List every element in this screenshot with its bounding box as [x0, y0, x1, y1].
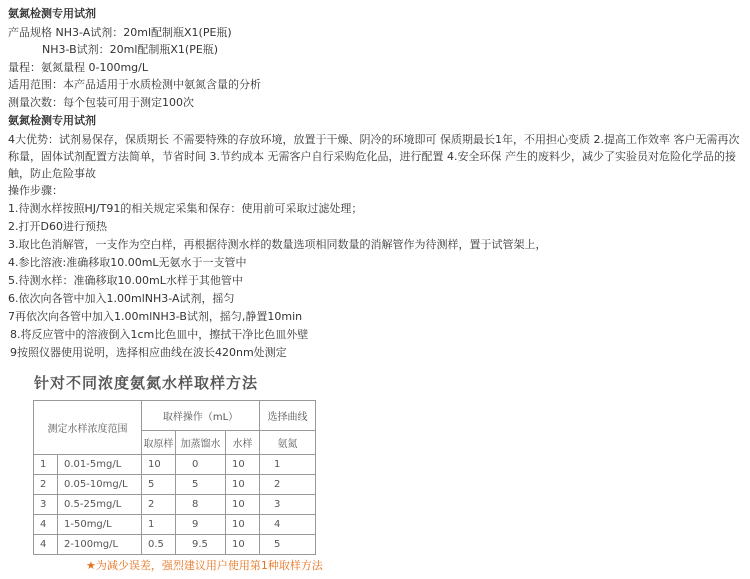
row-number: 2	[34, 475, 58, 495]
table-row	[34, 495, 316, 515]
row-original: 2	[142, 495, 176, 515]
row-curve: 5	[260, 535, 316, 555]
spec-line-2: NH3-B试剂：20ml配制瓶X1(PE瓶)	[42, 43, 219, 56]
table-title: 针对不同浓度氨氮水样取样方法	[34, 374, 259, 392]
header-curve: 选择曲线	[260, 401, 316, 431]
steps-title: 操作步骤：	[8, 184, 63, 197]
step-5: 5.待测水样：准确移取10.00mL水样于其他管中	[8, 274, 243, 287]
row-curve: 1	[260, 455, 316, 475]
row-original: 10	[142, 455, 176, 475]
step-3: 3.取比色消解管，一支作为空白样，再根据待测水样的数量选项相同数量的消解管作为待测样，置于试管架上，	[8, 238, 547, 251]
row-original: 0.5	[142, 535, 176, 555]
row-range: 1-50mg/L	[58, 515, 142, 535]
row-water: 10	[226, 475, 260, 495]
advantages-paragraph: 4大优势：试剂易保存，保质期长 不需要特殊的存放环境，放置于干燥、阴冷的环境即可 保质期最长1年，不用担心变质 2.提高工作效率 客户无需再次称量，固体试剂配置方法简单，节省时间 3.节约成本 无需客户自行采购危化品，进行配置 4.安全环保 产生的废料少，减少了实验员对危险化学品的接触，防止危险事故	[8, 133, 740, 180]
row-number: 4	[34, 535, 58, 555]
row-distilled: 8	[176, 495, 226, 515]
step-7: 7再依次向各管中加入1.00mlNH3-B试剂，摇匀,静置10min	[8, 310, 303, 323]
row-water: 10	[226, 495, 260, 515]
row-number: 1	[34, 455, 58, 475]
sampling-table	[33, 400, 316, 555]
step-2: 2.打开D60进行预热	[8, 220, 107, 233]
subheader-curve: 氨氮	[260, 431, 316, 455]
row-water: 10	[226, 455, 260, 475]
row-number: 4	[34, 515, 58, 535]
table-row	[34, 515, 316, 535]
count-line: 测量次数：每个包装可用于测定100次	[8, 96, 194, 109]
row-distilled: 5	[176, 475, 226, 495]
scope-line: 适用范围：本产品适用于水质检测中氨氮含量的分析	[8, 78, 261, 91]
step-8: 8.将反应管中的溶液倒入1cm比色皿中，擦拭干净比色皿外壁	[10, 328, 309, 341]
row-range: 0.5-25mg/L	[58, 495, 142, 515]
row-distilled: 9	[176, 515, 226, 535]
row-distilled: 9.5	[176, 535, 226, 555]
row-curve: 3	[260, 495, 316, 515]
row-range: 2-100mg/L	[58, 535, 142, 555]
table-row	[34, 535, 316, 555]
range-line: 量程：氨氮量程 0-100mg/L	[8, 61, 148, 74]
row-original: 5	[142, 475, 176, 495]
product-title: 氨氮检测专用试剂	[8, 7, 96, 20]
row-curve: 4	[260, 515, 316, 535]
subheader-distilled: 加蒸馏水	[176, 431, 226, 455]
table-row	[34, 455, 316, 475]
row-range: 0.01-5mg/L	[58, 455, 142, 475]
row-range: 0.05-10mg/L	[58, 475, 142, 495]
row-distilled: 0	[176, 455, 226, 475]
sampling-note: ★为减少误差，强烈建议用户使用第1种取样方法	[86, 559, 323, 572]
header-ops: 取样操作（mL）	[142, 401, 260, 431]
step-1: 1.待测水样按照HJ/T91的相关规定采集和保存：使用前可采取过滤处理；	[8, 202, 363, 215]
header-range: 测定水样浓度范围	[34, 401, 142, 455]
step-9: 9按照仪器使用说明，选择相应曲线在波长420nm处测定	[10, 346, 287, 359]
section-title: 氨氮检测专用试剂	[8, 114, 96, 127]
subheader-water: 水样	[226, 431, 260, 455]
row-original: 1	[142, 515, 176, 535]
subheader-original: 取原样	[142, 431, 176, 455]
step-4: 4.参比溶液:准确移取10.00mL无氨水于一支管中	[8, 256, 247, 269]
spec-line-1: 产品规格 NH3-A试剂：20ml配制瓶X1(PE瓶)	[8, 26, 232, 39]
step-6: 6.依次向各管中加入1.00mlNH3-A试剂，摇匀	[8, 292, 235, 305]
row-number: 3	[34, 495, 58, 515]
table-row	[34, 475, 316, 495]
row-curve: 2	[260, 475, 316, 495]
row-water: 10	[226, 515, 260, 535]
row-water: 10	[226, 535, 260, 555]
